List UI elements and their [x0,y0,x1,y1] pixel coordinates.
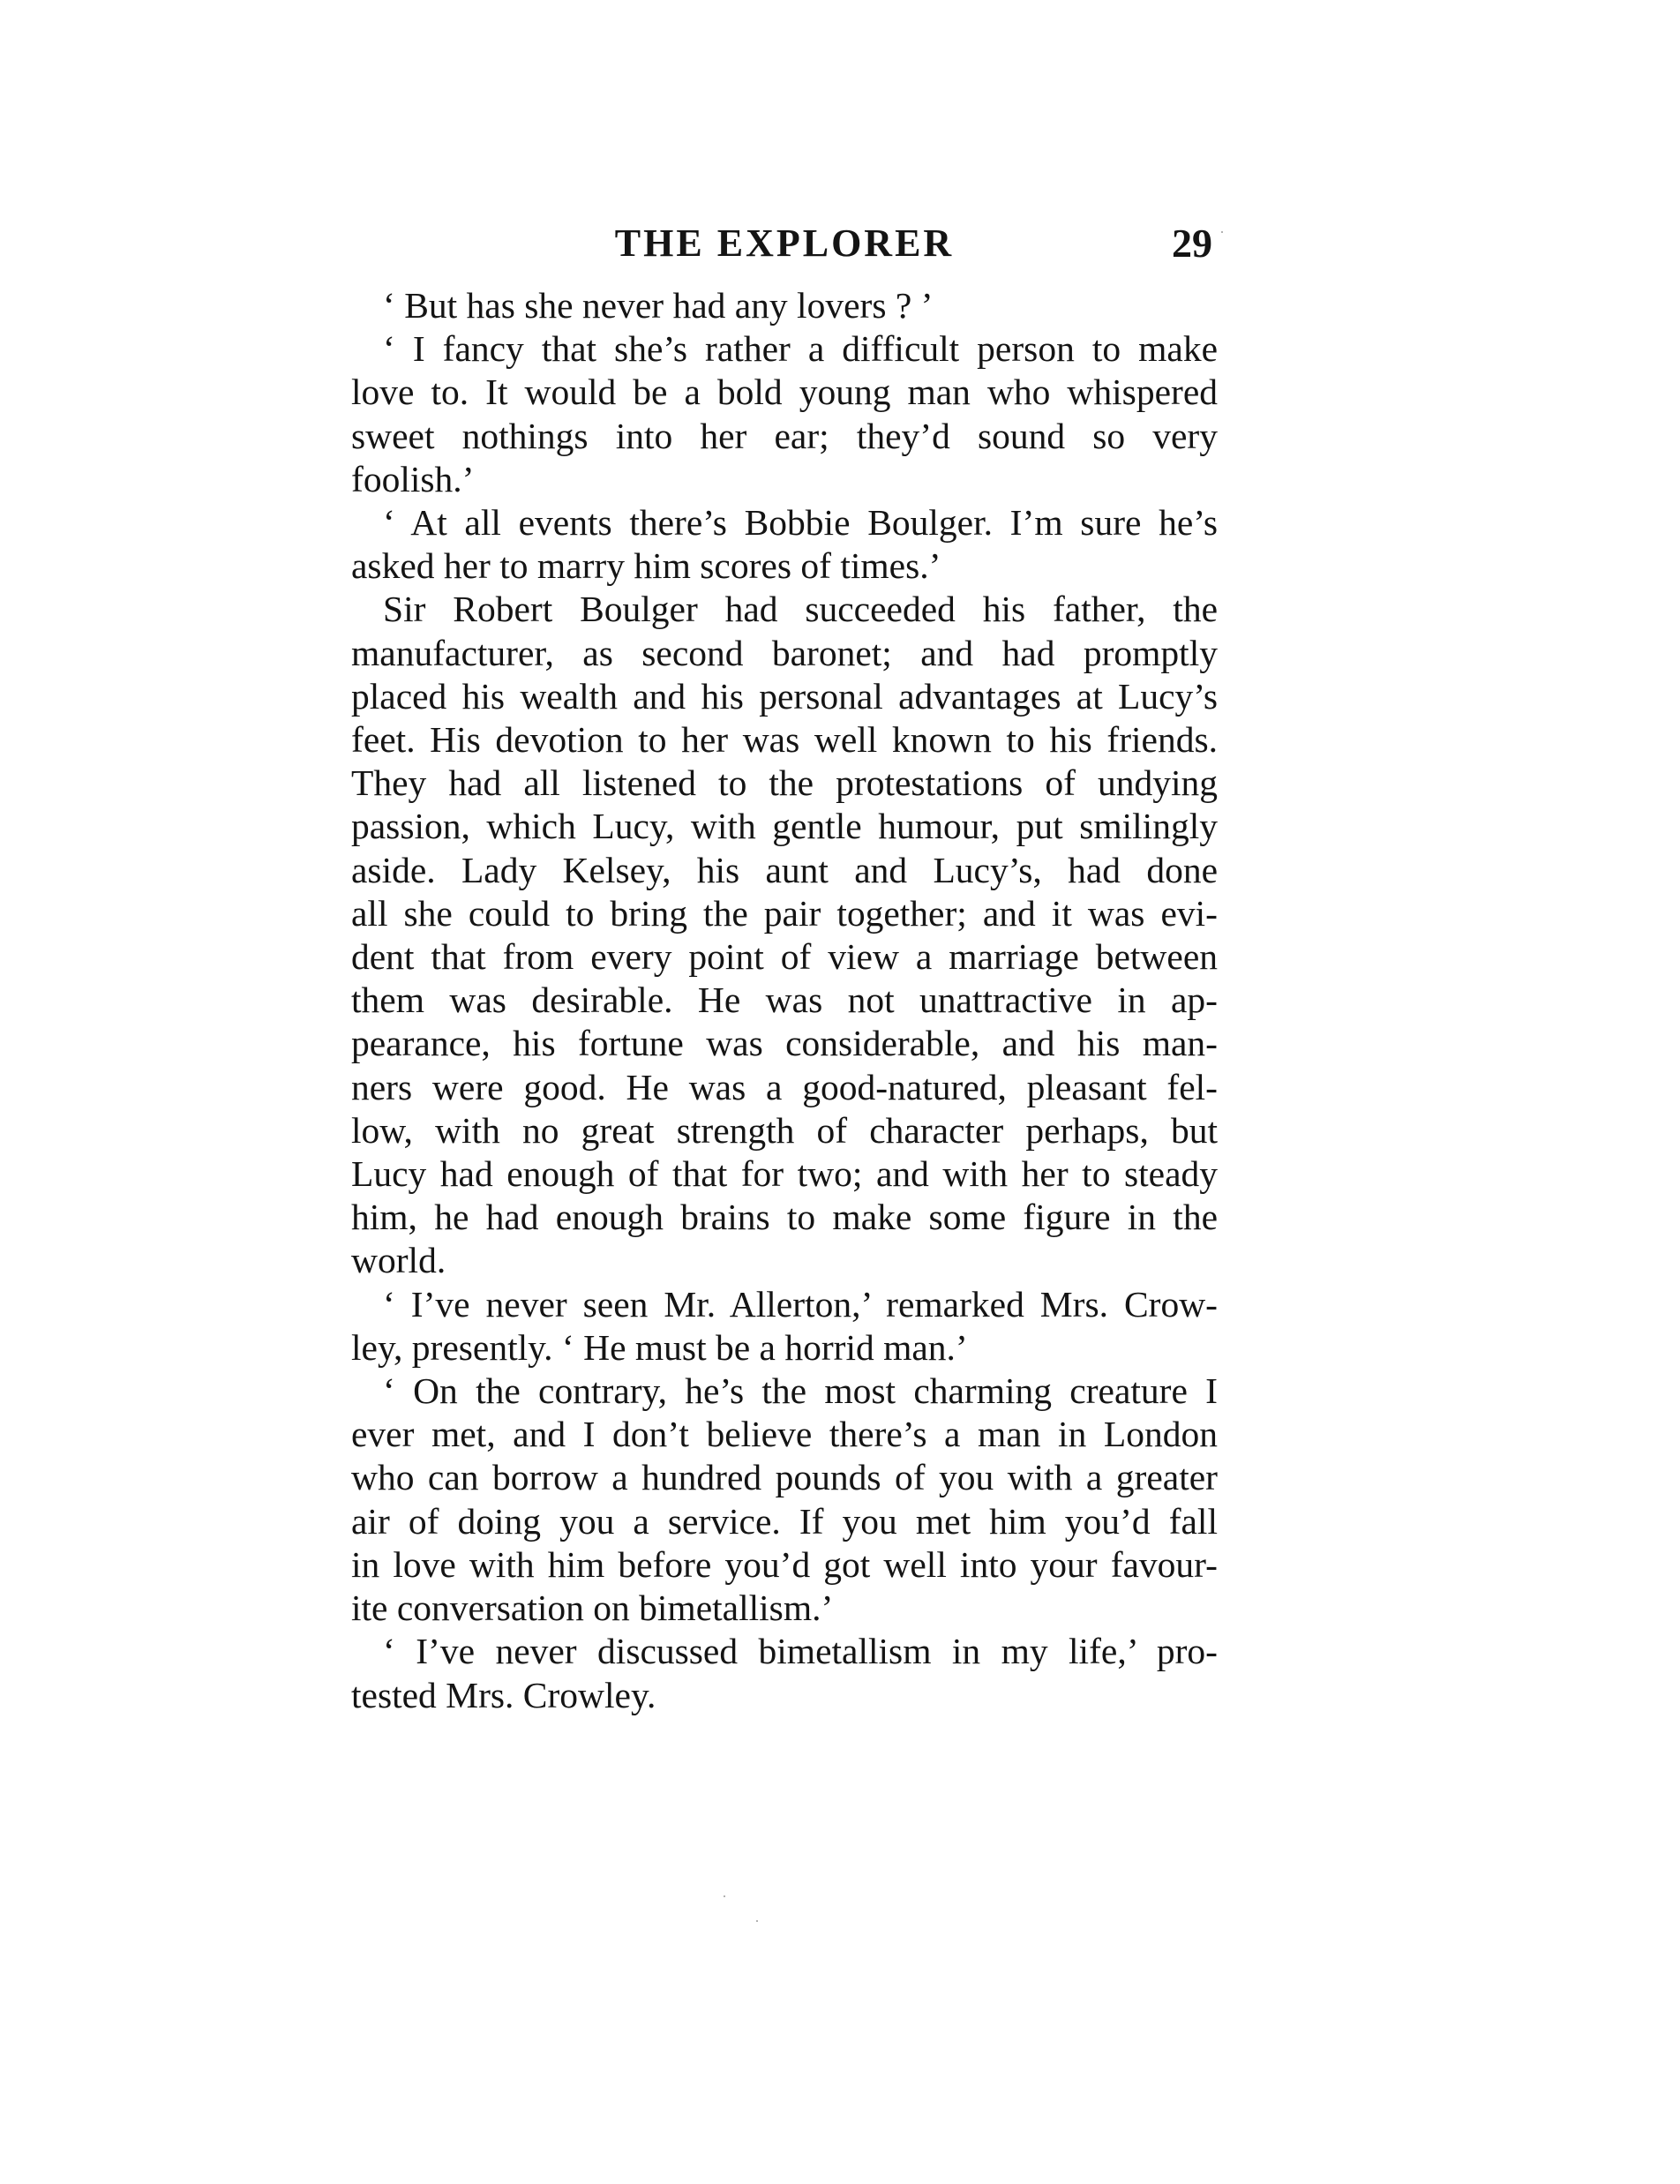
text-line: passion, which Lucy, with gentle humour, put smilingly [351,806,1218,847]
text-line: all she could to bring the pair together; and it was evi- [351,892,1218,934]
text-line: in love with him before you’d got well into your favour- [351,1543,1218,1585]
text-line: them was desirable. He was not unattractive in ap- [351,979,1218,1021]
text-line: ‘ On the contrary, he’s the most charming creature I [383,1370,1218,1412]
paragraph [351,1370,1218,1630]
text-line: placed his wealth and his personal advantages at Lucy’s [351,675,1218,717]
text-line: who can borrow a hundred pounds of you with a greater [351,1457,1218,1498]
text-line: pearance, his fortune was considerable, and his man- [351,1023,1218,1064]
text-line: him, he had enough brains to make some figure in the [351,1197,1218,1238]
paragraph [351,501,1218,588]
text-line: aside. Lady Kelsey, his aunt and Lucy’s, had done [351,849,1218,890]
ink-speck [1221,231,1223,233]
text-line: foolish.’ [351,458,475,499]
paragraph [351,588,1218,1282]
text-line: ever met, and I don’t believe there’s a man in London [351,1414,1218,1455]
paragraph [351,327,1218,501]
text-line: asked her to marry him scores of times.’ [351,545,941,587]
paragraph [351,1283,1218,1370]
ink-speck [756,1920,758,1922]
text-line: tested Mrs. Crowley. [351,1674,656,1715]
text-line: ners were good. He was a good-natured, pleasant fel- [351,1066,1218,1107]
paragraph [351,1630,1218,1716]
body-text [351,284,1218,1717]
text-line: ley, presently. ‘ He must be a horrid man.’ [351,1326,968,1368]
running-title: THE EXPLORER [614,221,955,265]
text-line: ite conversation on bimetallism.’ [351,1587,834,1629]
text-line: They had all listened to the protestations of undying [351,762,1218,804]
ink-speck [724,1895,725,1897]
text-line: manufacturer, as second baronet; and had promptly [351,632,1218,673]
text-line: low, with no great strength of character perhaps, but [351,1109,1218,1151]
text-line: ‘ I fancy that she’s rather a difficult person to make [383,328,1218,370]
text-line: world. [351,1240,446,1281]
text-line: feet. His devotion to her was well known to his friends. [351,719,1218,761]
text-line: air of doing you a service. If you met him you’d fall [351,1500,1218,1542]
text-line: ‘ I’ve never discussed bimetallism in my life,’ pro- [383,1631,1218,1672]
text-line: dent that from every point of view a marriage between [351,936,1218,978]
page-header [351,212,1218,275]
text-line: Sir Robert Boulger had succeeded his father, the [383,589,1218,630]
text-line: ‘ I’ve never seen Mr. Allerton,’ remarked Mrs. Crow- [383,1283,1218,1325]
page-number: 29 [1172,221,1212,266]
text-line: sweet nothings into her ear; they’d sound so very [351,415,1218,456]
text-line: ‘ At all events there’s Bobbie Boulger. I’m sure he’s [383,502,1218,544]
text-line: Lucy had enough of that for two; and with her to steady [351,1153,1218,1195]
text-line: ‘ But has she never had any lovers ? ’ [383,285,934,326]
paragraph [351,284,1218,327]
text-line: love to. It would be a bold young man who whispered [351,372,1218,413]
